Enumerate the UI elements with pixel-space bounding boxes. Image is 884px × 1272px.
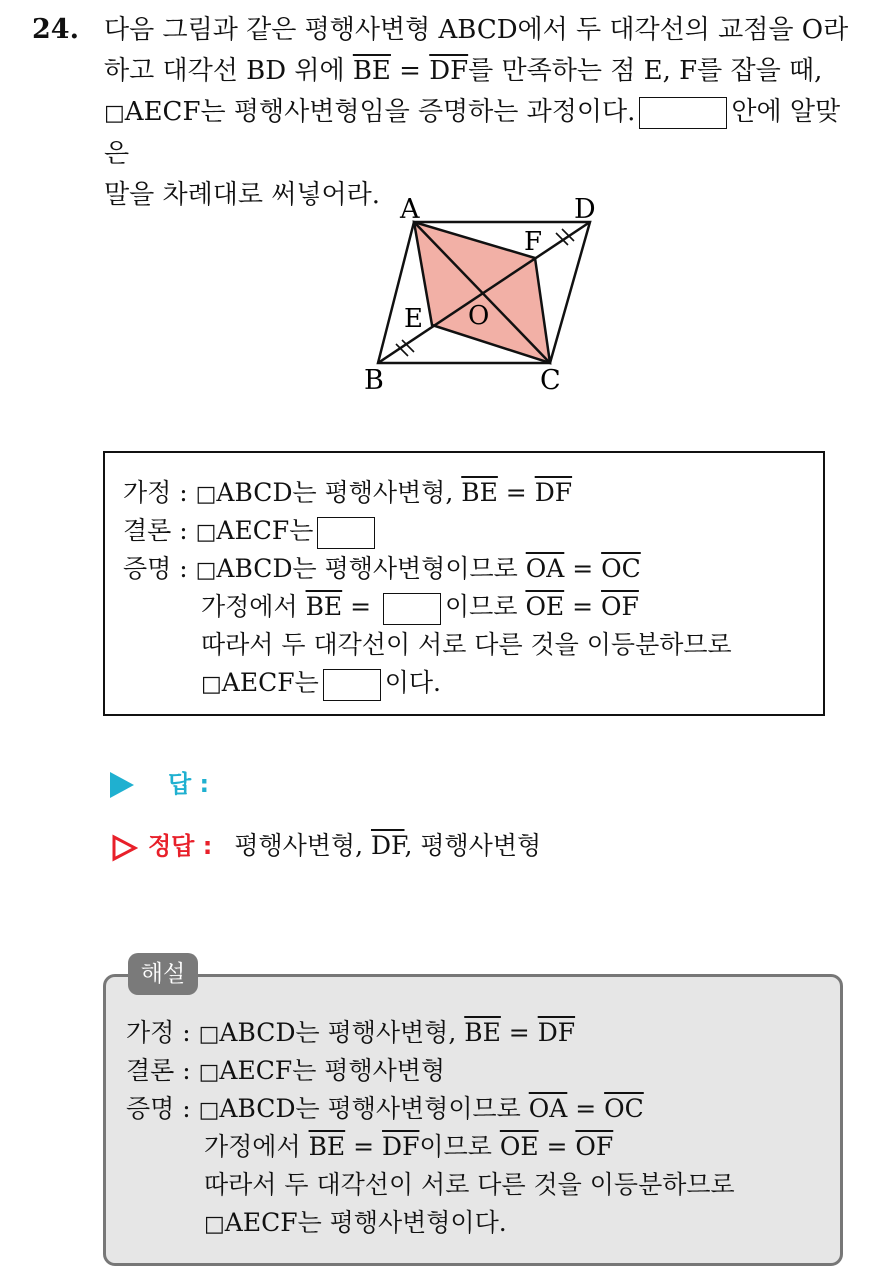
question-line-3 xyxy=(104,92,864,175)
segment-df: $\overline{DF}$ xyxy=(534,478,573,507)
label-d: D xyxy=(574,194,596,225)
segment-oe: $\overline{OE}$ xyxy=(525,592,565,621)
label-b: B xyxy=(364,365,384,396)
equals-sign: = xyxy=(567,1094,605,1123)
equals-sign: = xyxy=(500,1018,538,1047)
explanation-line-1 xyxy=(126,1013,575,1049)
label-f: F xyxy=(524,227,543,257)
equals-sign: = xyxy=(564,554,602,583)
question-number: 24. xyxy=(32,14,79,45)
text-segment: AECF는 xyxy=(216,516,314,545)
quadrilateral-symbol: □ xyxy=(198,1098,220,1123)
explanation-line-5: 따라서 두 대각선이 서로 다른 것을 이등분하므로 xyxy=(204,1170,735,1199)
correct-label: 정답 : xyxy=(148,832,213,860)
proof-line-3 xyxy=(123,549,641,585)
segment-oc: $\overline{OC}$ xyxy=(604,1094,644,1123)
hollow-arrow-icon xyxy=(110,834,138,862)
blank-box xyxy=(323,669,381,701)
play-arrow-icon xyxy=(110,772,134,798)
question-text xyxy=(104,10,864,216)
explanation-box xyxy=(103,974,843,1266)
explanation-line-2 xyxy=(126,1051,445,1087)
segment-oa: $\overline{OA}$ xyxy=(528,1094,568,1123)
blank-box xyxy=(639,97,727,129)
quadrilateral-symbol: □ xyxy=(198,1060,220,1085)
equals-sign: = xyxy=(497,478,535,507)
segment-be: $\overline{BE}$ xyxy=(464,1018,501,1047)
text-segment: AECF는 평행사변형 xyxy=(219,1056,446,1085)
quadrilateral-symbol: □ xyxy=(198,1022,220,1047)
label-o: O xyxy=(468,301,490,331)
text-segment: ABCD는 평행사변형, xyxy=(219,1018,465,1047)
quadrilateral-symbol: □ xyxy=(195,520,217,545)
proof-line-1 xyxy=(123,473,572,509)
correct-text: , 평행사변형 xyxy=(404,831,542,860)
segment-be: $\overline{BE}$ xyxy=(308,1132,346,1161)
text-segment: 안에 알맞은 xyxy=(104,97,841,169)
equals-sign: = xyxy=(345,1132,383,1161)
parallelogram-figure xyxy=(352,188,612,398)
explanation-tag: 해설 xyxy=(128,953,198,995)
quadrilateral-symbol: □ xyxy=(195,558,217,583)
segment-be: $\overline{BE}$ xyxy=(352,56,391,86)
label-e: E xyxy=(404,304,423,334)
text-segment: ABCD는 평행사변형이므로 xyxy=(216,554,526,583)
assume-label: 가정 : xyxy=(123,478,188,507)
text-segment: 가정에서 xyxy=(201,592,306,621)
text-segment: 이다. xyxy=(384,668,441,697)
answer-label: 답 : xyxy=(168,770,210,798)
label-c: C xyxy=(540,365,561,396)
segment-df: $\overline{DF}$ xyxy=(370,831,405,860)
explanation-line-6 xyxy=(204,1203,507,1239)
text-segment: ABCD는 평행사변형, xyxy=(216,478,462,507)
label-a: A xyxy=(400,194,420,225)
blank-box xyxy=(317,517,375,549)
proof-line-2 xyxy=(123,511,379,549)
segment-of: $\overline{OF}$ xyxy=(601,592,639,621)
text-segment: 가정에서 xyxy=(204,1132,309,1161)
segment-of: $\overline{OF}$ xyxy=(575,1132,614,1161)
conclude-label: 결론 : xyxy=(126,1056,191,1085)
segment-oa: $\overline{OA}$ xyxy=(525,554,565,583)
text-segment: ABCD는 평행사변형이므로 xyxy=(219,1094,529,1123)
segment-oc: $\overline{OC}$ xyxy=(601,554,641,583)
equals-sign: = xyxy=(390,56,430,86)
answer-row xyxy=(110,764,209,799)
segment-df: $\overline{DF}$ xyxy=(429,56,469,86)
segment-oe: $\overline{OE}$ xyxy=(499,1132,539,1161)
segment-df: $\overline{DF}$ xyxy=(537,1018,576,1047)
correct-answer-row xyxy=(110,826,541,862)
equals-sign: = xyxy=(538,1132,576,1161)
proof-line-6 xyxy=(201,663,441,701)
segment-df: $\overline{DF}$ xyxy=(382,1132,420,1161)
quadrilateral-symbol: □ xyxy=(104,101,125,126)
correct-text: 평행사변형, xyxy=(234,831,371,860)
question-line-1: 다음 그림과 같은 평행사변형 ABCD에서 두 대각선의 교점을 O라 xyxy=(104,15,849,45)
explanation-line-3 xyxy=(126,1089,644,1125)
equals-sign: = xyxy=(342,592,380,621)
assume-label: 가정 : xyxy=(126,1018,191,1047)
text-segment: 이므로 xyxy=(419,1132,500,1161)
text-segment: AECF는 xyxy=(221,668,319,697)
text-segment: AECF는 평행사변형이다. xyxy=(224,1208,507,1237)
proof-line-5: 따라서 두 대각선이 서로 다른 것을 이등분하므로 xyxy=(201,630,732,659)
explanation-line-4 xyxy=(204,1127,613,1163)
segment-be: $\overline{BE}$ xyxy=(461,478,498,507)
text-segment: 하고 대각선 BD 위에 xyxy=(104,56,353,86)
proof-line-4 xyxy=(201,587,639,625)
proof-box xyxy=(103,451,825,716)
quadrilateral-symbol: □ xyxy=(201,672,222,697)
quadrilateral-symbol: □ xyxy=(204,1212,225,1237)
text-segment: 를 만족하는 점 E, F를 잡을 때, xyxy=(468,56,823,86)
quadrilateral-symbol: □ xyxy=(195,482,217,507)
question-line-4: 말을 차례대로 써넣어라. xyxy=(104,180,380,210)
question-line-2 xyxy=(104,51,864,92)
text-segment: AECF는 평행사변형임을 증명하는 과정이다. xyxy=(124,97,636,127)
proof-label: 증명 : xyxy=(123,554,188,583)
proof-label: 증명 : xyxy=(126,1094,191,1123)
segment-be: $\overline{BE}$ xyxy=(305,592,343,621)
text-segment: 이므로 xyxy=(445,592,526,621)
conclude-label: 결론 : xyxy=(123,516,188,545)
equals-sign: = xyxy=(564,592,602,621)
blank-box xyxy=(383,593,441,625)
